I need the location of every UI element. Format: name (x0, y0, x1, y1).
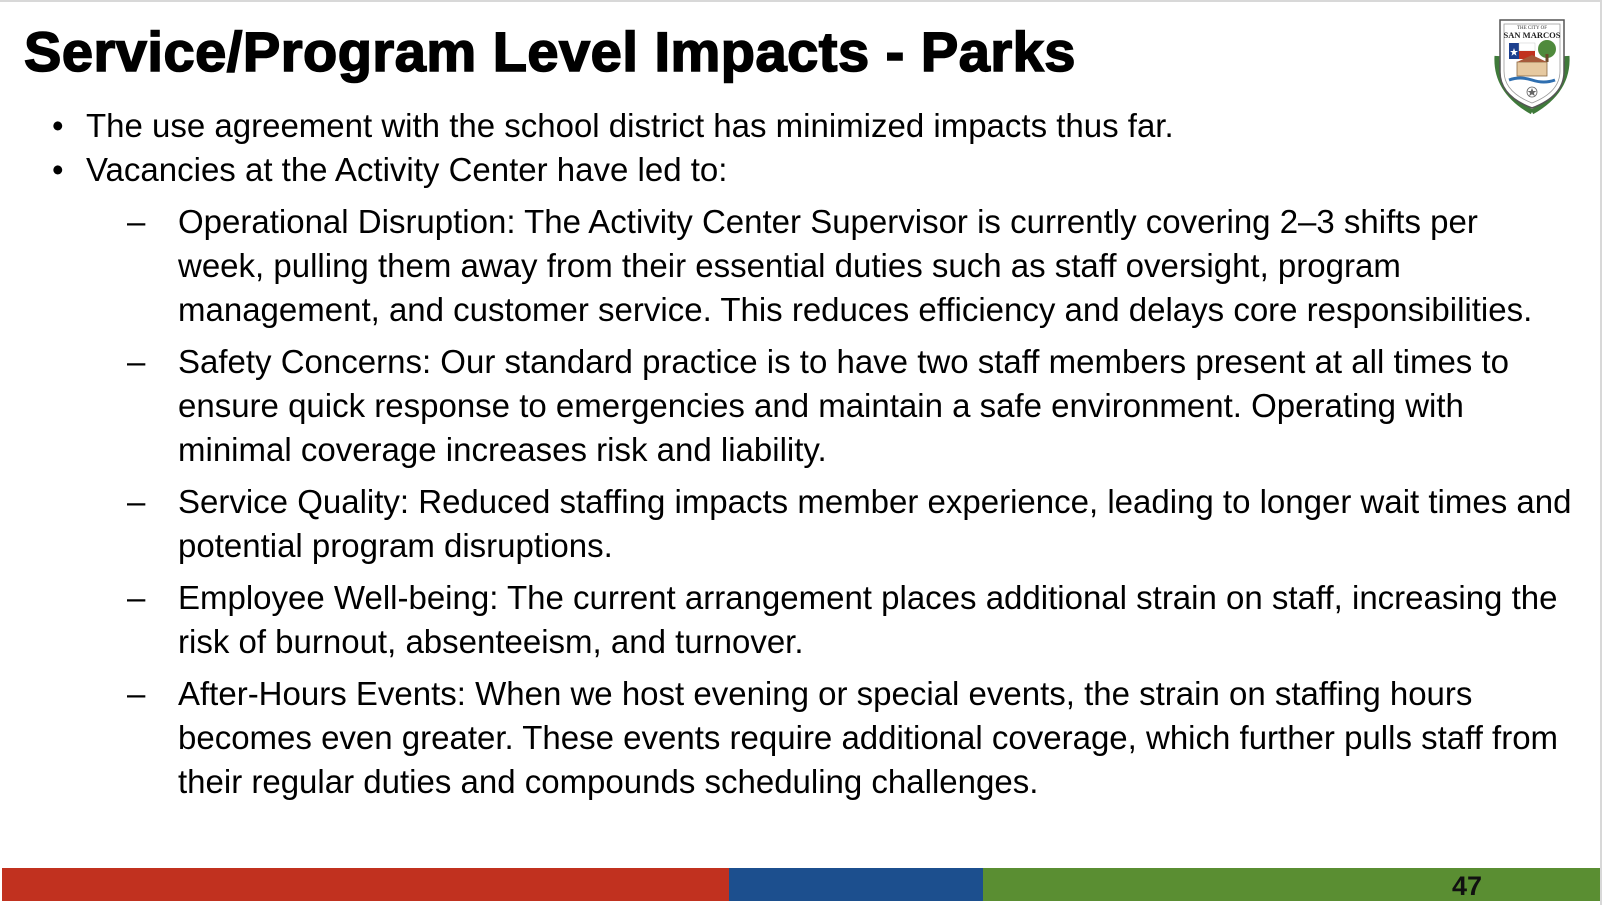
sub-bullet-marker: – (127, 579, 146, 616)
page-number: 47 (1451, 871, 1483, 901)
bullet-list (52, 104, 1572, 192)
sub-bullet-item (127, 200, 1572, 332)
seal-text-top: THE CITY OF (1516, 26, 1548, 31)
sub-bullet-item (127, 480, 1572, 568)
sub-bullet-marker: – (127, 203, 146, 240)
footer-color-bar (0, 868, 1602, 905)
bullet-item (52, 104, 1572, 148)
sub-bullet-text: Safety Concerns: Our standard practice is to have two staff members present at all times to ensure quick response to emergencies and maintain a safe environment. Operating with minimal coverage increases risk and liability. (178, 343, 1509, 468)
bullet-text: Vacancies at the Activity Center have led to: (86, 151, 728, 188)
seal-tree-trunk (1546, 54, 1549, 62)
flag-white (1519, 43, 1535, 51)
seal-text-main: SAN MARCOS (1503, 30, 1561, 40)
sub-bullet-item (127, 576, 1572, 664)
sub-bullet-text: Service Quality: Reduced staffing impacts member experience, leading to longer wait times and potential program disruptions. (178, 483, 1572, 564)
sub-bullet-text: Employee Well-being: The current arrangement places additional strain on staff, increasing the risk of burnout, absenteeism, and turnover. (178, 579, 1558, 660)
sub-bullet-marker: – (127, 675, 146, 712)
slide-title: Service/Program Level Impacts - Parks (24, 20, 1076, 83)
sub-bullet-item (127, 672, 1572, 804)
city-seal-icon (1487, 16, 1577, 116)
footer-bar-blue (729, 868, 983, 901)
bullet-marker: • (52, 107, 64, 144)
sub-bullet-marker: – (127, 343, 146, 380)
footer-bar-green (983, 868, 1600, 901)
footer-bar-red (2, 868, 729, 901)
slide-border-top (0, 0, 1602, 2)
bullet-text: The use agreement with the school district has minimized impacts thus far. (86, 107, 1174, 144)
seal-building (1517, 62, 1547, 76)
sub-bullet-text: After-Hours Events: When we host evening or special events, the strain on staffing hours becomes even greater. These events require additional coverage, which further pulls staff from their regular duties and compounds scheduling challenges. (178, 675, 1559, 800)
sub-bullet-list (127, 200, 1572, 812)
sub-bullet-item (127, 340, 1572, 472)
sub-bullet-marker: – (127, 483, 146, 520)
bullet-item (52, 148, 1572, 192)
bullet-marker: • (52, 151, 64, 188)
sub-bullet-text: Operational Disruption: The Activity Center Supervisor is currently covering 2–3 shifts per week, pulling them away from their essential duties such as staff oversight, program management, and customer service. This reduces efficiency and delays core responsibilities. (178, 203, 1533, 328)
